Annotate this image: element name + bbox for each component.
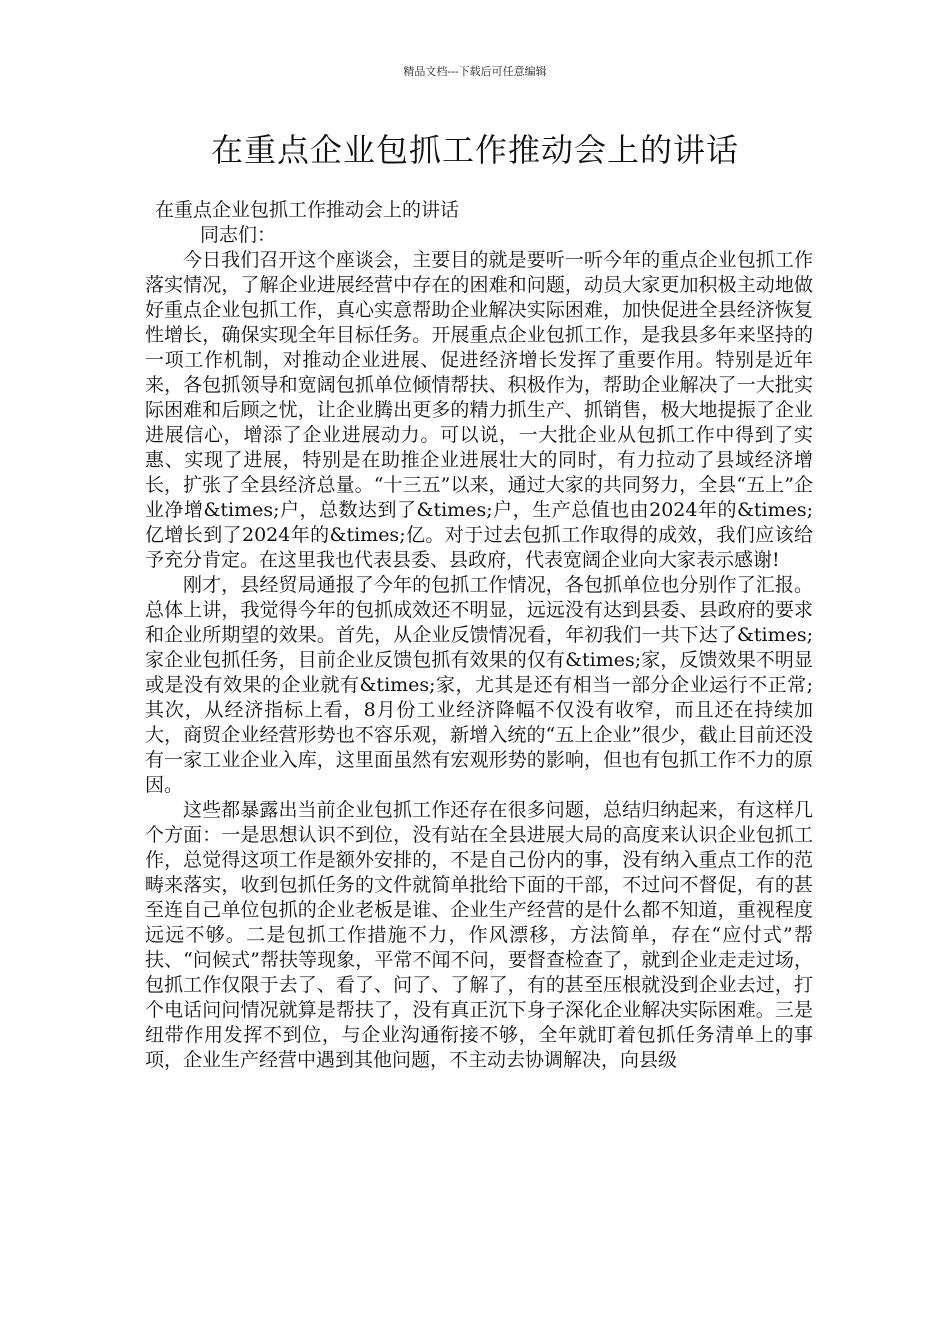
document-body (145, 198, 813, 1073)
paragraph-3: 这些都暴露出当前企业包抓工作还存在很多问题，总结归纳起来，有这样几个方面：一是思想认识不到位，没有站在全县进展大局的高度来认识企业包抓工作，总觉得这项工作是额外安排的，不是自己份内的事，没有纳入重点工作的范畴来落实，收到包抓任务的文件就简单批给下面的干部，不过问不督促，有的甚至连自己单位包抓的企业老板是谁、企业生产经营的是什么都不知道，重视程度远远不够。二是包抓工作措施不力，作风漂移，方法简单，存在“应付式”帮扶、“问候式”帮扶等现象，平常不闻不问，要督查检查了，就到企业走走过场，包抓工作仅限于去了、看了、问了、了解了，有的甚至压根就没到企业去过，打个电话问问情况就算是帮扶了，没有真正沉下身子深化企业解决实际困难。三是纽带作用发挥不到位，与企业沟通衔接不够，全年就盯着包抓任务清单上的事项，企业生产经营中遇到其他问题，不主动去协调解决，向县级 (145, 799, 813, 1071)
document-title: 在重点企业包抓工作推动会上的讲话 (210, 131, 739, 169)
paragraph-2: 刚才，县经贸局通报了今年的包抓工作情况，各包抓单位也分别作了汇报。总体上讲，我觉得今年的包抓成效还不明显，远远没有达到县委、县政府的要求和企业所期望的效果。首先，从企业反馈情况看，年初我们一共下达了&times;家企业包抓任务，目前企业反馈包抓有效果的仅有&times;家，反馈效果不明显或是没有效果的企业就有&times;家，尤其是还有相当一部分企业运行不正常;其次，从经济指标上看，8月份工业经济降幅不仅没有收窄，而且还在持续加大，商贸企业经营形势也不容乐观，新增入统的“五上企业”很少，截止目前还没有一家工业企业入库，这里面虽然有宏观形势的影响，但也有包抓工作不力的原因。 (145, 574, 813, 796)
paragraph-1: 今日我们召开这个座谈会，主要目的就是要听一听今年的重点企业包抓工作落实情况，了解企业进展经营中存在的困难和问题，动员大家更加积极主动地做好重点企业包抓工作，真心实意帮助企业解决实际困难，加快促进全县经济恢复性增长，确保实现全年目标任务。开展重点企业包抓工作，是我县多年来坚持的一项工作机制，对推动企业进展、促进经济增长发挥了重要作用。特别是近年来，各包抓领导和宽阔包抓单位倾情帮扶、积极作为，帮助企业解决了一大批实际困难和后顾之忧，让企业腾出更多的精力抓生产、抓销售，极大地提振了企业进展信心，增添了企业进展动力。可以说，一大批企业从包抓工作中得到了实惠、实现了进展，特别是在助推企业进展壮大的同时，有力拉动了县域经济增长，扩张了全县经济总量。“十三五”以来，通过大家的共同努力，全县“五上”企业净增&times;户，总数达到了&times;户，生产总值也由2024年的&times;亿增长到了2024年的&times;亿。对于过去包抓工作取得的成效，我们应该给予充分肯定。在这里我也代表县委、县政府，代表宽阔企业向大家表示感谢! (145, 249, 813, 571)
page-header: 精品文档---下载后可任意编辑 (403, 65, 547, 78)
document-subtitle: 在重点企业包抓工作推动会上的讲话 (155, 199, 460, 221)
salutation: 同志们： (200, 224, 277, 246)
